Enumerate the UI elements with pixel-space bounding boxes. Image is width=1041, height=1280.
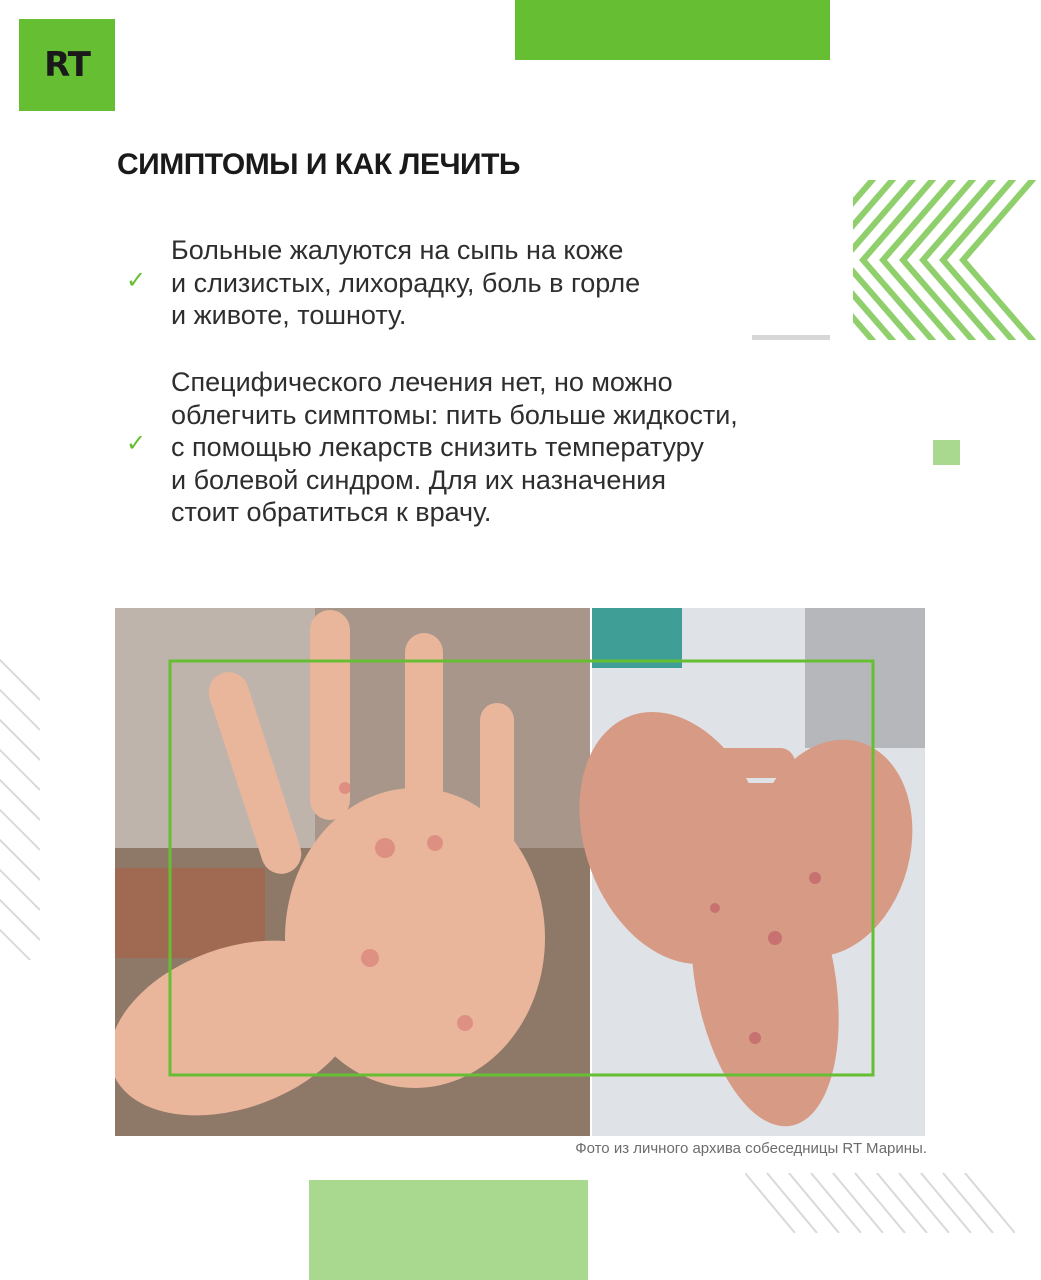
hatch-decoration-bottom xyxy=(745,1173,1015,1233)
photo-caption: Фото из личного архива собеседницы RT Марины. xyxy=(575,1140,927,1157)
hatch-decoration-left xyxy=(0,640,40,960)
treatment-text: Специфического лечения нет, но можно облегчить симптомы: пить больше жидкости, с помощью лекарств снизить температуру и болевой синдром. Для их назначения стоит обратиться к врачу. xyxy=(171,367,738,527)
rt-logo xyxy=(19,19,115,111)
page-title: СИМПТОМЫ И КАК ЛЕЧИТЬ xyxy=(117,148,520,181)
green-square-decoration xyxy=(933,440,960,465)
bottom-accent-bar xyxy=(309,1180,588,1280)
check-icon: ✓ xyxy=(126,267,147,294)
check-icon: ✓ xyxy=(126,430,147,457)
symptoms-text: Больные жалуются на сыпь на коже и слизистых, лихорадку, боль в горле и животе, тошноту. xyxy=(171,235,641,330)
rt-logo-text: RT xyxy=(44,45,90,85)
hands-rash-photo xyxy=(115,608,925,1136)
divider-dash xyxy=(752,335,830,340)
top-accent-bar xyxy=(515,0,830,60)
